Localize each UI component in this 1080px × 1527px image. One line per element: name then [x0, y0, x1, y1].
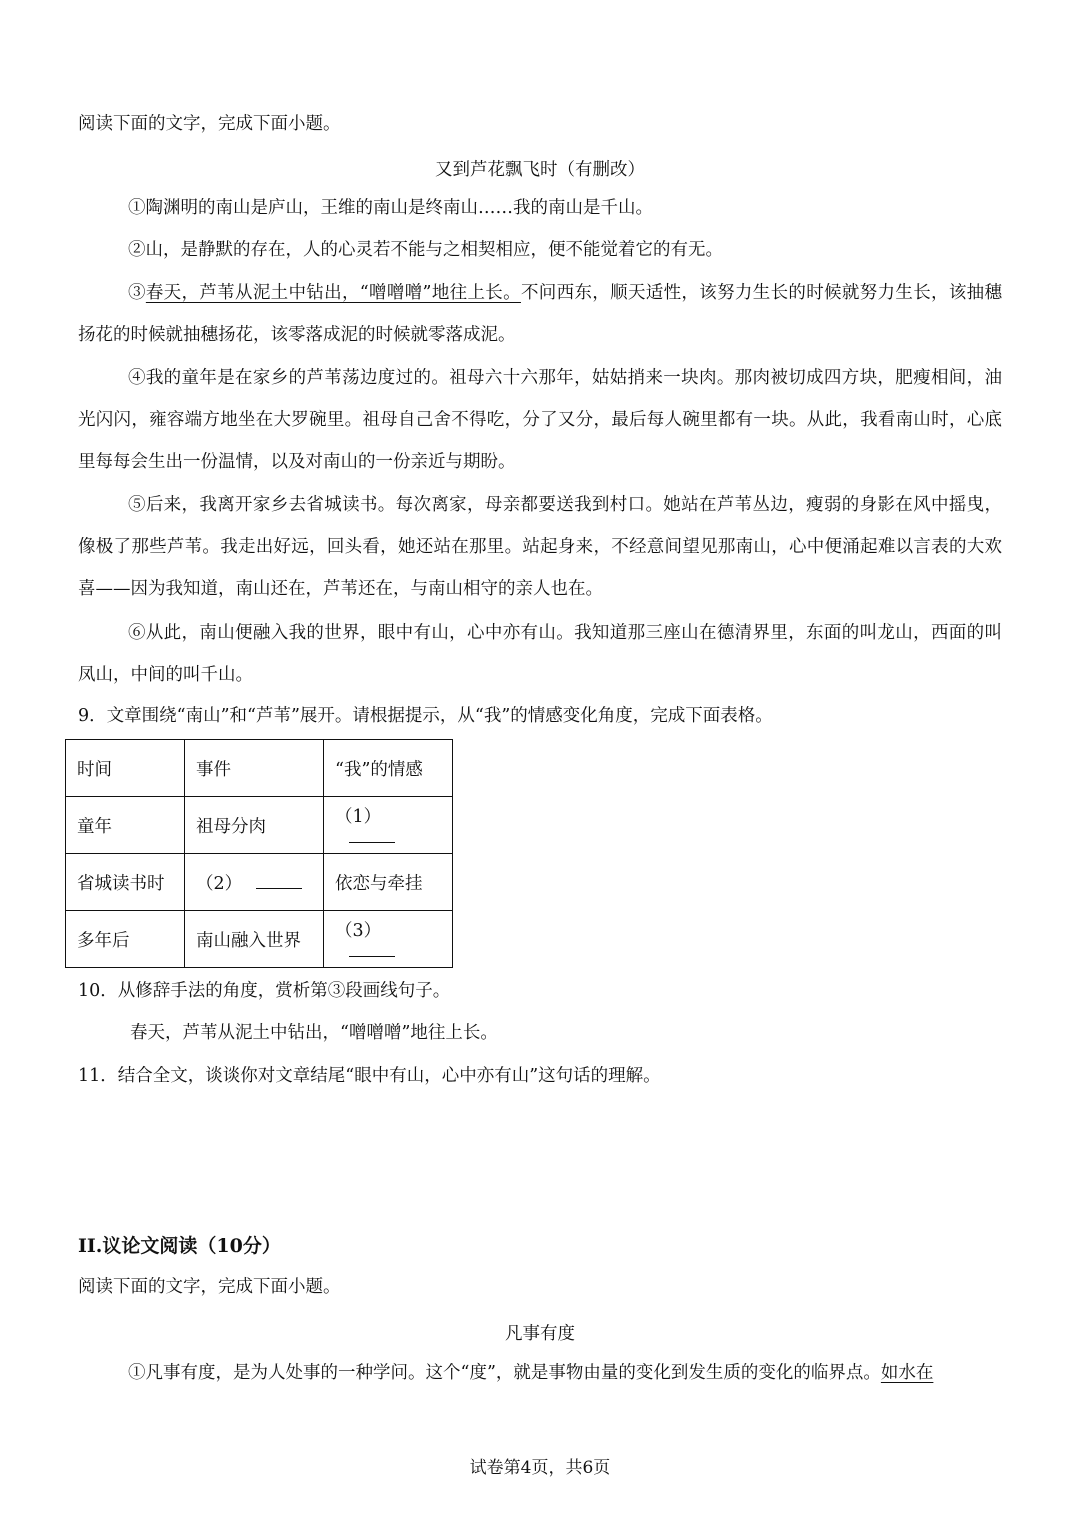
- table-row: [66, 854, 453, 911]
- table-cell: [324, 797, 453, 854]
- blank-label: （3）: [335, 920, 382, 941]
- question-11: 11．结合全文，谈谈你对文章结尾“眼中有山，心中亦有山”这句话的理解。: [78, 1066, 661, 1086]
- paragraph-text: ①凡事有度，是为人处事的一种学问。这个“度”，就是事物由量的变化到发生质的变化的临界点。: [128, 1363, 881, 1383]
- question-9: 9．文章围绕“南山”和“芦苇”展开。请根据提示，从“我”的情感变化角度，完成下面表格。: [78, 706, 773, 726]
- reading-instruction-2: 阅读下面的文字，完成下面小题。: [78, 1277, 341, 1297]
- paragraph-2: ②山，是静默的存在，人的心灵若不能与之相契相应，便不能觉着它的有无。: [128, 240, 723, 260]
- table-cell: [185, 854, 324, 911]
- emotion-table: [65, 739, 453, 968]
- paragraph-6: ⑥从此，南山便融入我的世界，眼中有山，心中亦有山。我知道那三座山在德清界里，东面的叫龙山，西面的叫凤山，中间的叫千山。: [78, 623, 1002, 685]
- table-cell: 省城读书时: [66, 854, 185, 911]
- article-2-paragraph-1: [128, 1363, 933, 1384]
- answer-blank[interactable]: [349, 828, 395, 843]
- blank-label: （2）: [196, 873, 243, 894]
- table-row: [66, 911, 453, 968]
- table-header: 时间: [66, 740, 185, 797]
- paragraph-1: ①陶渊明的南山是庐山，王维的南山是终南山……我的南山是千山。: [128, 198, 653, 218]
- table-cell: 祖母分肉: [185, 797, 324, 854]
- underlined-sentence: 春天，芦苇从泥土中钻出，“噌噌噌”地往上长。: [145, 283, 521, 303]
- blank-label: （1）: [335, 806, 382, 827]
- answer-blank[interactable]: [349, 942, 395, 957]
- paragraph-3-rest: 不问西东，顺天适性，该努力生长的时候就努力生长，该抽穗扬花的时候就抽穗扬花，该零落成泥的时候就零落成泥。: [78, 283, 1003, 345]
- table-header: 事件: [185, 740, 324, 797]
- underlined-phrase: 如水在: [880, 1363, 934, 1383]
- reading-instruction: 阅读下面的文字，完成下面小题。: [78, 114, 341, 134]
- table-cell: 童年: [66, 797, 185, 854]
- table-header-row: [66, 740, 453, 797]
- paragraph-3: [78, 272, 1002, 356]
- table-header: “我”的情感: [324, 740, 453, 797]
- page-footer: 试卷第4页，共6页: [469, 1458, 611, 1478]
- article-title: 又到芦花飘飞时（有删改）: [435, 160, 645, 180]
- paragraph-4: ④我的童年是在家乡的芦苇荡边度过的。祖母六十六那年，姑姑捎来一块肉。那肉被切成四方块，肥瘦相间，油光闪闪，雍容端方地坐在大罗碗里。祖母自己舍不得吃，分了又分，最后每人碗里都有一块。从此，我看南山时，心底里每每会生出一份温情，以及对南山的一份亲近与期盼。: [78, 368, 1002, 472]
- answer-blank[interactable]: [256, 874, 302, 889]
- table-cell: 南山融入世界: [185, 911, 324, 968]
- question-10-quote: 春天，芦苇从泥土中钻出，“噌噌噌”地往上长。: [130, 1023, 498, 1043]
- table-row: [66, 797, 453, 854]
- paragraph-3-number: ③: [128, 283, 146, 303]
- table-cell: 多年后: [66, 911, 185, 968]
- section-2-heading: II.议论文阅读（10分）: [78, 1235, 281, 1257]
- paragraph-5: ⑤后来，我离开家乡去省城读书。每次离家，母亲都要送我到村口。她站在芦苇丛边，瘦弱的身影在风中摇曳，像极了那些芦苇。我走出好远，回头看，她还站在那里。站起身来，不经意间望见那南山，心中便涌起难以言表的大欢喜——因为我知道，南山还在，芦苇还在，与南山相守的亲人也在。: [78, 495, 1002, 599]
- question-10: 10．从修辞手法的角度，赏析第③段画线句子。: [78, 981, 451, 1001]
- table-cell: [324, 911, 453, 968]
- article-2-title: 凡事有度: [505, 1324, 575, 1344]
- table-cell: 依恋与牵挂: [324, 854, 453, 911]
